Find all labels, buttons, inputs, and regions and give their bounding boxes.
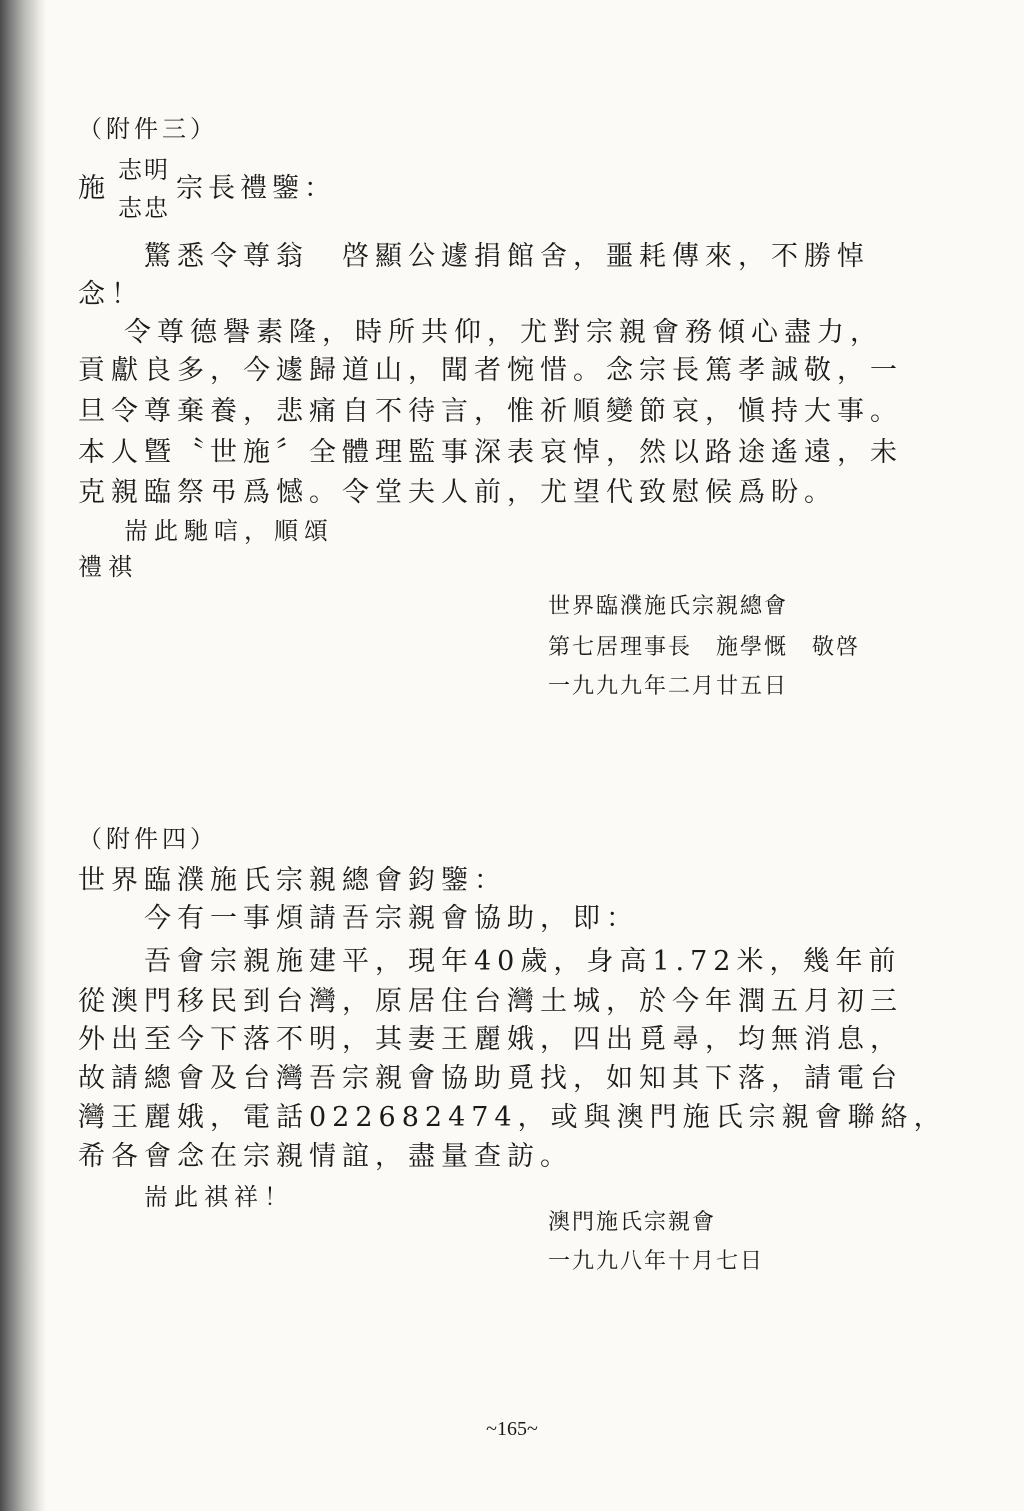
attachment-4-line: 今有一事煩請吾宗親會協助，即： (144, 903, 639, 934)
attachment-4-signature-date: 一九九八年十月七日 (548, 1249, 765, 1274)
attachment-3-closing: 禮祺 (78, 553, 138, 581)
attachment-4-line: 吾會宗親施建平，現年40歲，身高1.72米，幾年前 (144, 946, 902, 977)
salutation-surname: 施 (78, 173, 105, 204)
attachment-4-line: 世界臨濮施氏宗親總會鈞鑒： (78, 865, 507, 896)
attachment-3-line: 令尊德譽素隆，時所共仰，尤對宗親會務傾心盡力， (124, 317, 883, 348)
attachment-3-line: 念！ (78, 279, 144, 310)
salutation-name-bottom: 志忠 (118, 194, 170, 222)
attachment-4-heading: （附件四） (78, 825, 218, 853)
attachment-4-line: 灣王麗娥，電話022682474，或與澳門施氏宗親會聯絡， (78, 1102, 947, 1133)
attachment-3-closing: 耑此馳唁，順頌 (124, 517, 334, 545)
attachment-3-signature-date: 一九九九年二月廿五日 (548, 674, 789, 699)
attachment-3-line: 旦令尊棄養，悲痛自不待言，惟祈順變節哀，愼持大事。 (78, 396, 903, 427)
attachment-3-line: 驚悉令尊翁 啓顯公遽捐館舍，噩耗傳來，不勝悼 (144, 241, 870, 272)
attachment-3-line: 克親臨祭弔爲憾。令堂夫人前，尤望代致慰候爲盼。 (78, 477, 837, 508)
attachment-4-closing: 耑此祺祥！ (144, 1183, 294, 1211)
attachment-4-signature-org: 澳門施氏宗親會 (548, 1210, 717, 1235)
attachment-3-signature-title: 第七居理事長 施學慨 敬啓 (548, 635, 861, 660)
salutation-name-top: 志明 (118, 156, 170, 184)
attachment-4-line: 外出至今下落不明，其妻王麗娥，四出覓尋，均無消息， (78, 1024, 903, 1055)
salutation-suffix: 宗長禮鑒： (176, 173, 336, 204)
page-number: ~165~ (486, 1418, 538, 1440)
attachment-4-line: 希各會念在宗親情誼，盡量查訪。 (78, 1141, 573, 1172)
attachment-4-line: 從澳門移民到台灣，原居住台灣土城，於今年潤五月初三 (78, 986, 903, 1017)
attachment-3-heading: （附件三） (78, 115, 218, 143)
attachment-3-line: 貢獻良多，今遽歸道山，聞者惋惜。念宗長篤孝誠敬，一 (78, 355, 903, 386)
attachment-3-line: 本人曁〝世施〞全體理監事深表哀悼，然以路途遙遠，未 (78, 437, 903, 468)
attachment-3-signature-org: 世界臨濮施氏宗親總會 (548, 594, 789, 619)
attachment-4-line: 故請總會及台灣吾宗親會協助覓找，如知其下落，請電台 (78, 1063, 903, 1094)
